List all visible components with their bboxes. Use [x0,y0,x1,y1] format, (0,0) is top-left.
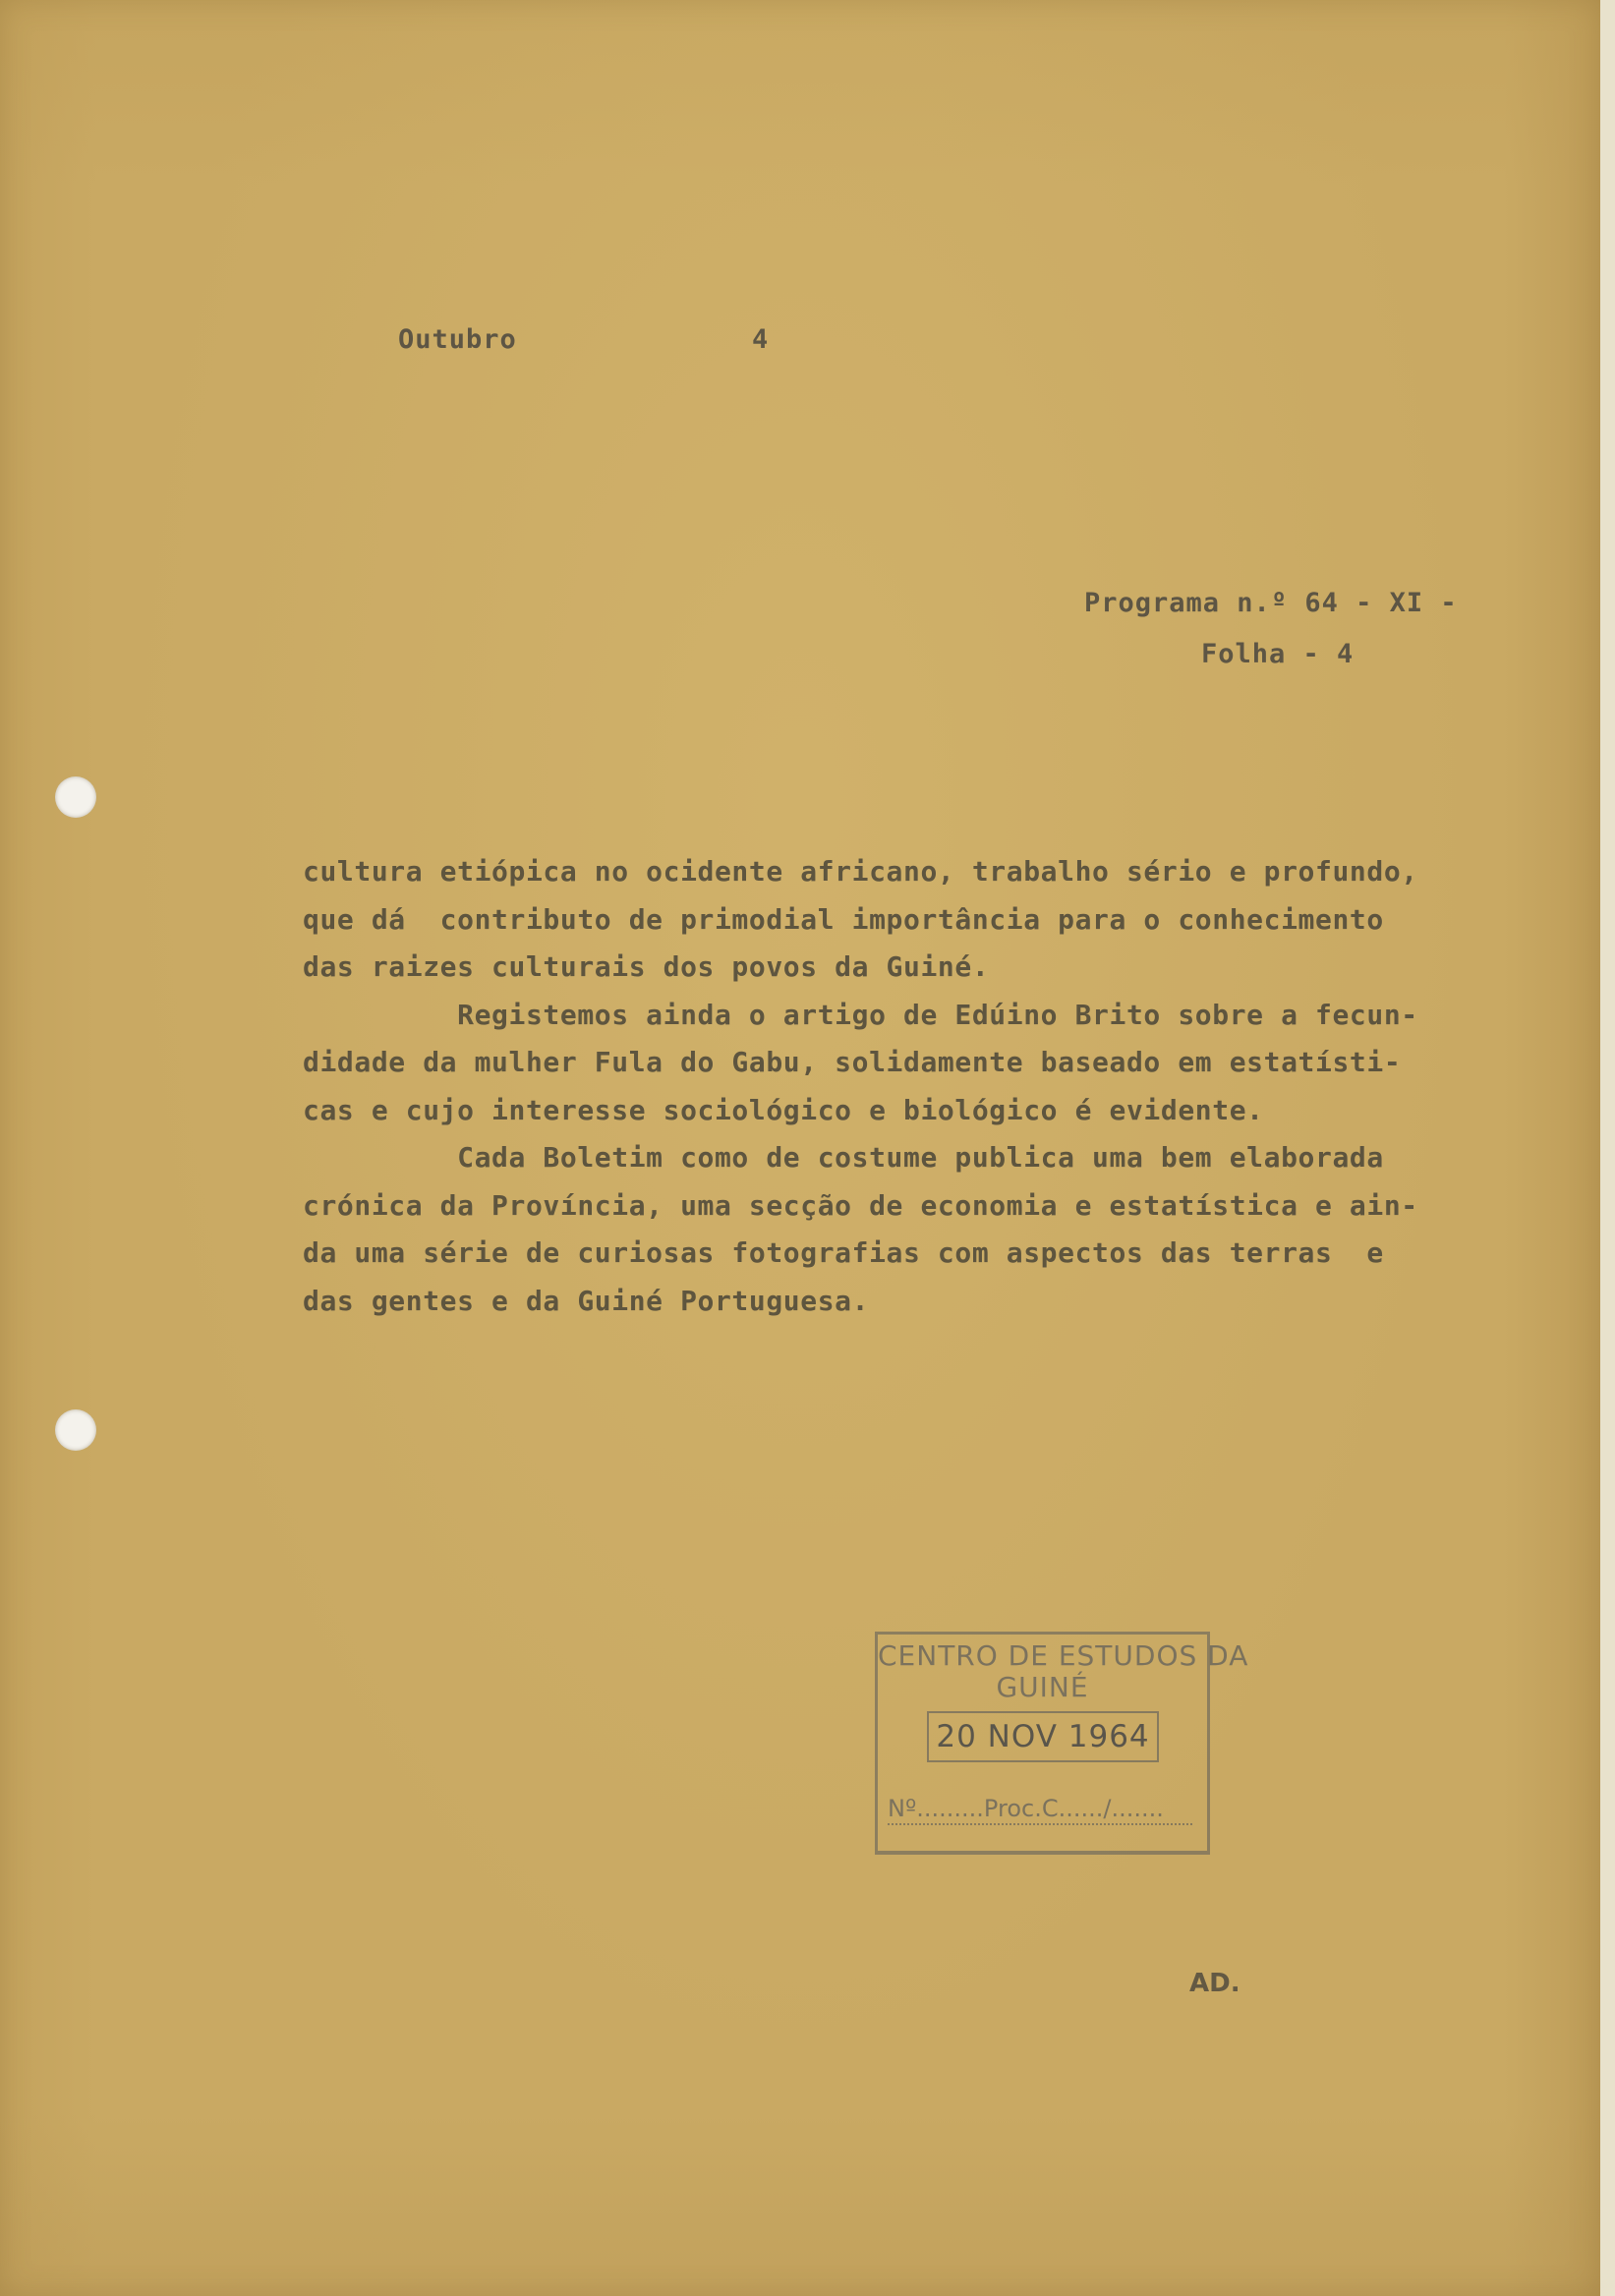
header-day: 4 [752,324,770,355]
folha-number: Folha - 4 [1201,639,1355,669]
body-line: cultura etiópica no ocidente africano, trabalho sério e profundo, [303,855,1418,888]
body-line: que dá contributo de primodial importância para o conhecimento [303,902,1384,936]
body-line: Cada Boletim como de costume publica uma bem elaborada [303,1141,1384,1174]
body-line: cas e cujo interesse sociológico e biológico é evidente. [303,1093,1264,1126]
body-line: didade da mulher Fula do Gabu, solidamente baseado em estatísti- [303,1046,1402,1078]
body-line: das gentes e da Guiné Portuguesa. [303,1284,870,1317]
initials: AD. [1189,1969,1240,1998]
stamp-organization: CENTRO DE ESTUDOS DA GUINÉ [878,1639,1249,1703]
body-line: crónica da Província, uma secção de economia e estatística e ain- [303,1188,1418,1222]
receipt-stamp [875,1632,1249,1855]
stamp-reference: Nº.........Proc.C....../....... [888,1794,1192,1825]
body-line: Registemos ainda o artigo de Edúino Brito sobre a fecun- [303,998,1418,1031]
stamp-date: 20 NOV 1964 [927,1711,1159,1762]
programa-number: Programa n.º 64 - XI - [1084,588,1458,618]
body-paragraphs [303,848,1581,1325]
body-line: da uma série de curiosas fotografias com aspectos das terras e [303,1236,1384,1269]
header-month: Outubro [398,324,517,355]
punch-hole [55,1409,96,1451]
body-line: das raizes culturais dos povos da Guiné. [303,950,990,983]
punch-hole [55,776,96,818]
